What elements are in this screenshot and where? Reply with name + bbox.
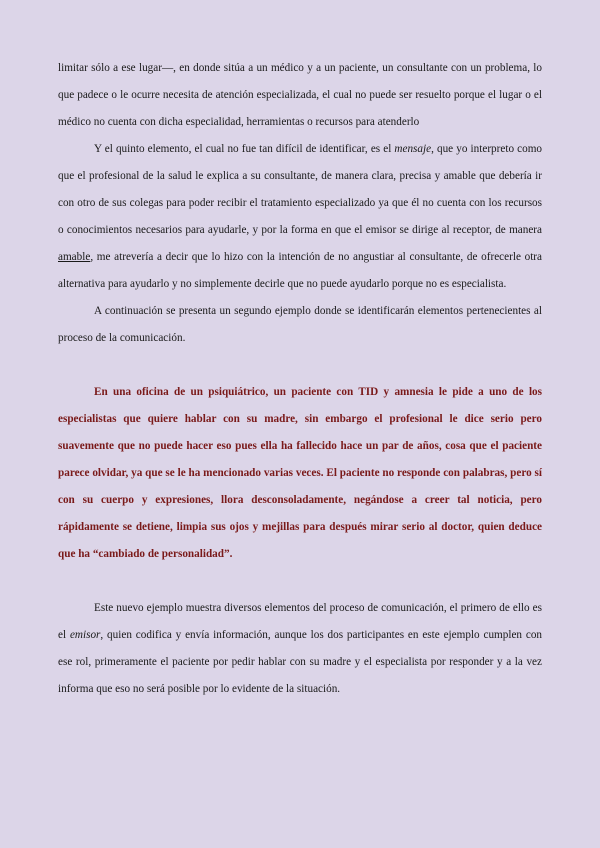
paragraph-2-underlined: amable (58, 251, 91, 263)
paragraph-2-text-a: Y el quinto elemento, el cual no fue tan difícil de identificar, es el (94, 143, 395, 155)
spacer (58, 568, 542, 595)
paragraph-4 (58, 595, 542, 703)
paragraph-4-text-a: Este nuevo ejemplo muestra diversos elementos del proceso de comunicación, el primero de ello es el (58, 602, 542, 641)
paragraph-2-emphasis: mensaje (394, 143, 432, 155)
example-paragraph: En una oficina de un psiquiátrico, un paciente con TID y amnesia le pide a uno de los especialistas que quiere hablar con su madre, sin embargo el profesional le dice serio pero suavemente que no puede hacer eso pues ella ha fallecido hace un par de años, cosa que el paciente parece olvidar, ya que se le ha mencionado varias veces. El paciente no responde con palabras, pero sí con su cuerpo y expresiones, llora desconsoladamente, negándose a creer tal noticia, pero rápidamente se detiene, limpia sus ojos y mejillas para después mirar serio al doctor, quien deduce que ha “cambiado de personalidad”. (58, 386, 542, 560)
spacer (58, 352, 542, 379)
paragraph-4-emphasis: emisor (69, 629, 101, 641)
paragraph-1: limitar sólo a ese lugar—, en donde sitúa a un médico y a un paciente, un consultante con un problema, lo que padece o le ocurre necesita de atención especializada, el cual no puede ser resuelto porque el lugar o el médico no cuenta con dicha especialidad, herramientas o recursos para atenderlo (58, 62, 542, 128)
paragraph-2 (58, 136, 542, 298)
paragraph-2-text-c: , me atrevería a decir que lo hizo con la intención de no angustiar al consultante, de ofrecerle otra alternativa para ayudarlo y no simplemente decirle que no puede ayudarlo porque no es especialista. (58, 251, 542, 290)
paragraph-4-text-b: , quien codifica y envía información, aunque los dos participantes en este ejemplo cumplen con ese rol, primeramente el paciente por pedir hablar con su madre y el especialista por responder y a la vez informa que eso no será posible por lo evidente de la situación. (58, 629, 543, 695)
paragraph-3: A continuación se presenta un segundo ejemplo donde se identificarán elementos pertenecientes al proceso de la comunicación. (58, 305, 542, 344)
paragraph-2-text-b: , que yo interpreto como que el profesional de la salud le explica a su consultante, de manera clara, precisa y amable que debería ir con otro de sus colegas para poder recibir el tratamiento especializado ya que él no cuenta con los recursos o conocimientos necesarios para ayudarle, y por la forma en que el emisor se dirige al receptor, de manera (58, 143, 542, 236)
